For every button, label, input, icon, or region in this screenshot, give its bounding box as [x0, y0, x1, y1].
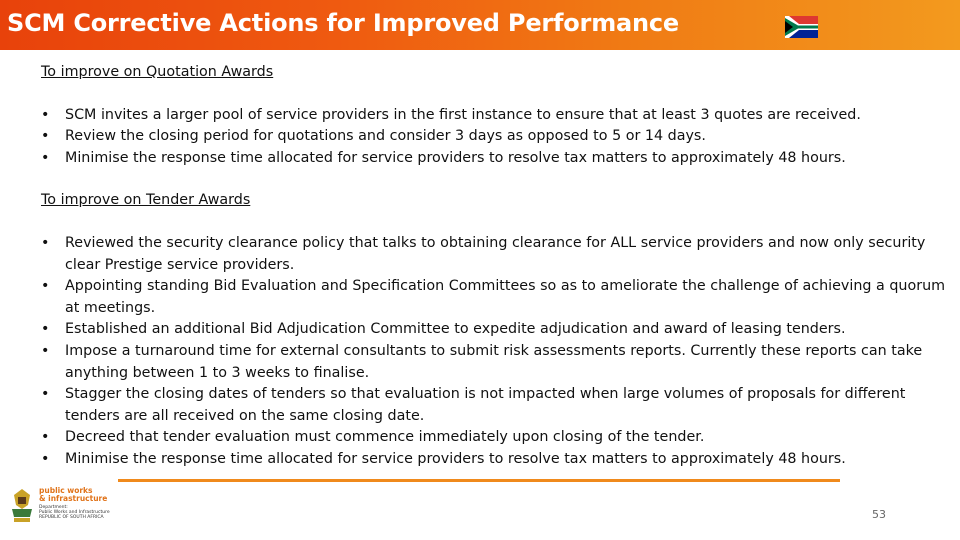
- list-item: [41, 449, 946, 471]
- list-item: [41, 384, 946, 427]
- list-item-text: Minimise the response time allocated for service providers to resolve tax matters to approximately 48 hours.: [65, 450, 846, 467]
- bullet-icon: •: [41, 386, 50, 403]
- list-item-text: Review the closing period for quotations and consider 3 days as opposed to 5 or 14 days.: [65, 128, 706, 145]
- list-item: [41, 148, 946, 170]
- logo-dept-line: Department:: [39, 505, 68, 510]
- list-item: [41, 341, 946, 384]
- bullet-icon: •: [41, 234, 50, 251]
- bullet-icon: •: [41, 321, 50, 338]
- page-number: 53: [872, 508, 886, 521]
- list-item-text: Established an additional Bid Adjudication Committee to expedite adjudication and award of leasing tenders.: [65, 321, 846, 338]
- footer-divider: [118, 479, 840, 482]
- logo-brand-text: [39, 487, 107, 503]
- bullet-icon: •: [41, 342, 50, 359]
- section-heading-tender-awards: To improve on Tender Awards: [41, 192, 251, 209]
- south-africa-flag-icon: [785, 16, 818, 38]
- logo-dept-line: REPUBLIC OF SOUTH AFRICA: [39, 515, 104, 520]
- bullet-icon: •: [41, 450, 50, 467]
- list-item: [41, 319, 946, 341]
- department-logo: [10, 487, 120, 527]
- list-item-text: Appointing standing Bid Evaluation and Specification Committees so as to ameliorate the challenge of achieving a quorum at meetings.: [65, 278, 946, 316]
- coat-of-arms-icon: [10, 487, 34, 525]
- list-item-text: Reviewed the security clearance policy that talks to obtaining clearance for ALL service providers and now only security clear Prestige service providers.: [65, 234, 926, 273]
- bullet-icon: •: [41, 149, 50, 166]
- bullet-icon: •: [41, 429, 50, 446]
- logo-brand-line: & infrastructure: [39, 494, 108, 503]
- list-item: [41, 126, 946, 148]
- logo-department-text: [39, 505, 110, 520]
- bullet-icon: •: [41, 278, 50, 295]
- list-item: [41, 276, 946, 319]
- slide-content: [41, 62, 946, 471]
- bullet-icon: •: [41, 128, 50, 145]
- section-heading-quotation-awards: To improve on Quotation Awards: [41, 64, 274, 80]
- list-item-text: SCM invites a larger pool of service providers in the first instance to ensure that at least 3 quotes are received.: [65, 106, 861, 123]
- list-item: [41, 427, 946, 449]
- slide-title: SCM Corrective Actions for Improved Performance: [7, 9, 679, 37]
- quotation-awards-list: [41, 105, 946, 170]
- bullet-icon: •: [41, 106, 50, 123]
- tender-awards-list: [41, 233, 946, 471]
- list-item: [41, 233, 946, 276]
- logo-dept-line: Public Works and Infrastructure: [39, 510, 110, 515]
- logo-brand-line: public works: [39, 486, 93, 495]
- list-item-text: Stagger the closing dates of tenders so that evaluation is not impacted when large volumes of proposals for different tenders are all received on the same closing date.: [65, 386, 906, 424]
- list-item-text: Minimise the response time allocated for service providers to resolve tax matters to approximately 48 hours.: [65, 149, 846, 166]
- list-item-text: Impose a turnaround time for external consultants to submit risk assessments reports. Currently these reports can take anything between 1 to 3 weeks to finalise.: [65, 342, 923, 381]
- list-item: [41, 105, 946, 127]
- title-bar: [0, 0, 960, 50]
- list-item-text: Decreed that tender evaluation must commence immediately upon closing of the tender.: [65, 429, 705, 446]
